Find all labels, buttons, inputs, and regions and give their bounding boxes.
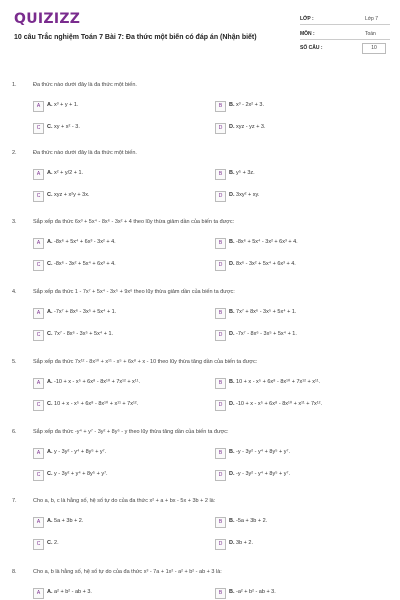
option-letter-box: A — [33, 378, 44, 389]
answer-option[interactable] — [33, 378, 193, 389]
option-letter-box: D — [215, 400, 226, 411]
meta-subject-label: MÔN : — [300, 31, 315, 37]
option-expression: -y - 3y² - y⁴ + 8y⁵ + y⁷. — [236, 449, 291, 455]
option-prefix: A. — [47, 170, 53, 176]
answer-option[interactable] — [215, 517, 375, 528]
option-expression: -5a + 3b + 2. — [236, 518, 268, 524]
option-expression: 3b + 2. — [236, 540, 254, 546]
question-text: Cho a, b, c là hằng số, hệ số tự do của đa thức x² + a + bx - 5x + 3b + 2 là: — [33, 498, 216, 504]
answer-option[interactable] — [215, 588, 375, 599]
option-prefix: D. — [229, 124, 235, 130]
option-prefix: A. — [47, 379, 53, 385]
option-letter-box: A — [33, 308, 44, 319]
option-prefix: D. — [229, 471, 235, 477]
option-letter-box: C — [33, 400, 44, 411]
answer-option[interactable] — [33, 588, 193, 599]
option-text — [47, 540, 59, 546]
question-number: 3. — [12, 219, 17, 225]
option-text — [229, 309, 296, 315]
option-prefix: D. — [229, 401, 235, 407]
option-text — [47, 401, 138, 407]
option-letter-box: D — [215, 260, 226, 271]
option-text — [229, 239, 298, 245]
option-prefix: C. — [47, 192, 53, 198]
option-letter-box: D — [215, 330, 226, 341]
option-prefix: B. — [229, 170, 235, 176]
option-text — [229, 261, 296, 267]
option-expression: y⁵ + 3z. — [236, 170, 255, 176]
option-expression: a² + b² - ab + 3. — [54, 589, 92, 595]
answer-option[interactable] — [215, 539, 375, 550]
option-expression: 5a + 3b + 2. — [54, 518, 84, 524]
option-letter-box: B — [215, 517, 226, 528]
quizizz-logo: QUIZIZZ — [14, 11, 81, 27]
option-prefix: D. — [229, 540, 235, 546]
option-expression: 2. — [54, 540, 59, 546]
answer-option[interactable] — [33, 330, 193, 341]
answer-option[interactable] — [215, 123, 375, 134]
option-letter-box: B — [215, 448, 226, 459]
option-text — [47, 449, 106, 455]
option-text — [229, 518, 267, 524]
meta-count-label: SỐ CÂU : — [300, 45, 323, 51]
option-letter-box: D — [215, 123, 226, 134]
answer-option[interactable] — [33, 260, 193, 271]
option-letter-box: B — [215, 238, 226, 249]
option-expression: x³ + y + 1. — [54, 102, 79, 108]
option-text — [229, 192, 259, 198]
option-text — [47, 239, 116, 245]
option-letter-box: A — [33, 101, 44, 112]
option-text — [47, 192, 90, 198]
option-text — [47, 124, 80, 130]
option-prefix: B. — [229, 309, 235, 315]
option-letter-box: D — [215, 191, 226, 202]
option-text — [229, 124, 266, 130]
option-text — [47, 379, 140, 385]
meta-class-value: Lớp 7 — [365, 16, 379, 22]
option-expression: y - 3y² + y⁴ + 8y⁵ + y⁷. — [54, 471, 108, 477]
option-expression: -7x⁷ - 8x⁶ - 3x⁵ + 5x⁴ + 1. — [236, 331, 297, 337]
option-expression: y - 3y² - y⁴ + 8y⁵ + y⁷. — [54, 449, 107, 455]
option-letter-box: B — [215, 169, 226, 180]
answer-option[interactable] — [215, 191, 375, 202]
answer-option[interactable] — [33, 539, 193, 550]
option-text — [229, 449, 290, 455]
option-prefix: A. — [47, 449, 53, 455]
option-expression: 10 + x - x⁵ + 6x⁸ - 8x¹⁰ + x¹¹ + 7x¹². — [54, 401, 139, 407]
option-expression: 8x⁶ - 3x² + 5x⁴ + 6x³ + 4. — [236, 261, 296, 267]
option-prefix: B. — [229, 449, 235, 455]
answer-option[interactable] — [33, 123, 193, 134]
option-prefix: A. — [47, 518, 53, 524]
question-text: Sắp xếp đa thức 1 - 7x⁷ + 5x⁴ - 3x⁵ + 9x⁶ theo lũy thừa giảm dần của biến ta được: — [33, 289, 235, 295]
option-expression: 7x⁷ + 8x⁶ - 3x⁵ + 5x⁴ + 1. — [236, 309, 297, 315]
option-text — [229, 589, 276, 595]
question-number: 6. — [12, 429, 17, 435]
question-number: 4. — [12, 289, 17, 295]
meta-subject-value: Toán — [365, 31, 376, 37]
option-letter-box: B — [215, 308, 226, 319]
option-letter-box: D — [215, 539, 226, 550]
option-expression: -7x⁷ + 8x⁶ - 3x⁵ + 5x⁴ + 1. — [54, 309, 117, 315]
option-letter-box: A — [33, 588, 44, 599]
answer-option[interactable] — [33, 101, 193, 112]
option-prefix: C. — [47, 124, 53, 130]
option-text — [47, 102, 79, 108]
option-prefix: A. — [47, 309, 53, 315]
answer-option[interactable] — [33, 400, 193, 411]
option-prefix: D. — [229, 192, 235, 198]
option-text — [47, 309, 116, 315]
option-expression: xyz - yz + 3. — [236, 124, 266, 130]
option-prefix: C. — [47, 331, 53, 337]
option-prefix: D. — [229, 261, 235, 267]
option-text — [229, 401, 322, 407]
option-letter-box: C — [33, 260, 44, 271]
answer-option[interactable] — [33, 470, 193, 481]
option-letter-box: B — [215, 378, 226, 389]
option-prefix: D. — [229, 331, 235, 337]
question-number: 5. — [12, 359, 17, 365]
question-text: Sắp xếp đa thức 7x¹² - 8x¹⁰ + x¹¹ - x⁵ + 6x⁸ + x - 10 theo lũy thừa tăng dần của biến ta được: — [33, 359, 258, 365]
option-expression: -8x⁶ + 5x⁴ + 6x³ - 3x² + 4. — [54, 239, 116, 245]
option-prefix: B. — [229, 379, 235, 385]
option-expression: x² + y/2 + 1. — [54, 170, 84, 176]
answer-option[interactable] — [215, 101, 375, 112]
answer-option[interactable] — [215, 169, 375, 180]
answer-option[interactable] — [33, 238, 193, 249]
option-letter-box: A — [33, 169, 44, 180]
option-text — [229, 331, 297, 337]
answer-option[interactable] — [33, 169, 193, 180]
answer-option[interactable] — [33, 517, 193, 528]
answer-option[interactable] — [33, 191, 193, 202]
question-number: 1. — [12, 82, 17, 88]
option-text — [229, 170, 255, 176]
option-prefix: A. — [47, 102, 53, 108]
option-expression: -8x⁶ + 5x⁴ - 3x² + 6x³ + 4. — [236, 239, 298, 245]
question-number: 7. — [12, 498, 17, 504]
answer-option[interactable] — [215, 330, 375, 341]
option-expression: -10 + x - x⁵ + 6x⁸ - 8x¹⁰ + x¹¹ + 7x¹². — [236, 401, 322, 407]
question-text: Đa thức nào dưới đây là đa thức một biến. — [33, 150, 137, 156]
option-expression: -y - 3y² - y⁴ + 8y⁵ + y⁷. — [236, 471, 291, 477]
option-prefix: C. — [47, 540, 53, 546]
option-text — [47, 589, 92, 595]
option-letter-box: C — [33, 470, 44, 481]
option-text — [47, 471, 108, 477]
option-prefix: C. — [47, 261, 53, 267]
option-letter-box: C — [33, 330, 44, 341]
meta-divider — [300, 39, 390, 40]
answer-option[interactable] — [215, 378, 375, 389]
option-expression: -a² + b² - ab + 3. — [236, 589, 276, 595]
option-expression: 3xy² + xy. — [236, 192, 260, 198]
option-expression: x³ - 2x² + 3. — [236, 102, 264, 108]
option-prefix: B. — [229, 239, 235, 245]
option-expression: 7x⁷ - 8x⁶ - 3x⁵ + 5x⁴ + 1. — [54, 331, 114, 337]
option-text — [47, 518, 83, 524]
answer-option[interactable] — [215, 238, 375, 249]
answer-option[interactable] — [215, 448, 375, 459]
option-expression: 10 + x - x⁵ + 6x⁸ - 8x¹⁰ + 7x¹² + x¹¹. — [236, 379, 321, 385]
worksheet-title: 10 câu Trắc nghiệm Toán 7 Bài 7: Đa thức một biến có đáp án (Nhận biết) — [14, 34, 257, 41]
option-letter-box: C — [33, 539, 44, 550]
answer-option[interactable] — [33, 448, 193, 459]
option-letter-box: A — [33, 517, 44, 528]
option-expression: -10 + x - x⁵ + 6x⁸ - 8x¹⁰ + 7x¹² + x¹¹. — [54, 379, 140, 385]
option-text — [229, 540, 253, 546]
option-letter-box: B — [215, 101, 226, 112]
option-letter-box: B — [215, 588, 226, 599]
option-prefix: A. — [47, 239, 53, 245]
question-text: Đa thức nào dưới đây là đa thức một biến. — [33, 82, 137, 88]
option-prefix: B. — [229, 518, 235, 524]
answer-option[interactable] — [215, 260, 375, 271]
meta-count-value: 10 — [362, 43, 386, 54]
question-text: Sắp xếp đa thức -y⁴ + y⁷ - 3y² + 8y⁵ - y theo lũy thừa tăng dần của biến ta được: — [33, 429, 229, 435]
option-text — [47, 331, 113, 337]
question-text: Cho a, b là hằng số, hệ số tự do của đa thức x³ - 7a + 1x² - a² + b² - ab + 3 là: — [33, 569, 222, 575]
meta-divider — [300, 24, 390, 25]
option-text — [229, 471, 290, 477]
answer-option[interactable] — [215, 400, 375, 411]
option-text — [229, 102, 264, 108]
option-prefix: B. — [229, 102, 235, 108]
option-letter-box: C — [33, 191, 44, 202]
option-prefix: C. — [47, 471, 53, 477]
answer-option[interactable] — [215, 308, 375, 319]
question-number: 2. — [12, 150, 17, 156]
question-number: 8. — [12, 569, 17, 575]
option-letter-box: A — [33, 238, 44, 249]
option-expression: -8x⁶ - 3x² + 5x⁴ + 6x³ + 4. — [54, 261, 116, 267]
option-expression: xy + x² - 3. — [54, 124, 80, 130]
option-text — [47, 261, 116, 267]
option-letter-box: D — [215, 470, 226, 481]
answer-option[interactable] — [33, 308, 193, 319]
answer-option[interactable] — [215, 470, 375, 481]
option-text — [47, 170, 83, 176]
question-text: Sắp xếp đa thức 6x³ + 5x⁴ - 8x⁶ - 3x² + 4 theo lũy thừa giảm dần của biến ta được: — [33, 219, 235, 225]
option-letter-box: A — [33, 448, 44, 459]
option-letter-box: C — [33, 123, 44, 134]
option-prefix: A. — [47, 589, 53, 595]
option-expression: xyz + x²y + 3x. — [54, 192, 90, 198]
option-prefix: C. — [47, 401, 53, 407]
meta-class-label: LỚP : — [300, 16, 314, 22]
worksheet-header — [0, 0, 400, 70]
option-text — [229, 379, 320, 385]
option-prefix: B. — [229, 589, 235, 595]
